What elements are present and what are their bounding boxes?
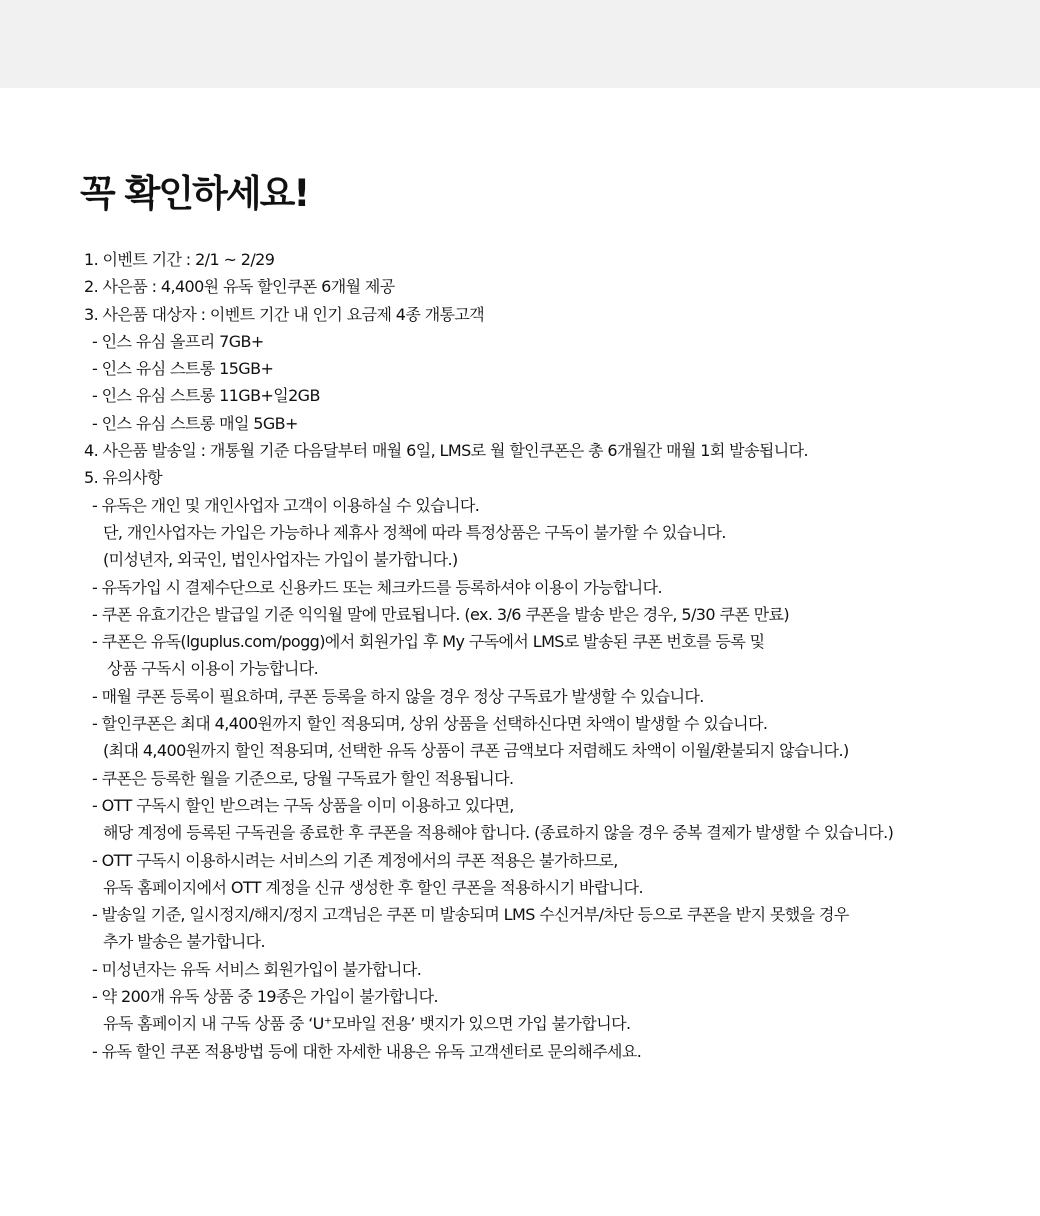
caution-item: - 발송일 기준, 일시정지/해지/정지 고객님은 쿠폰 미 발송되며 LMS 수신거부/차단 등으로 쿠폰을 받지 못했을 경우 bbox=[92, 905, 849, 925]
notice-title: 꼭 확인하세요! bbox=[80, 172, 309, 215]
plan-item: - 인스 유심 스트롱 15GB+ bbox=[92, 359, 274, 379]
caution-item: - 유독가입 시 결제수단으로 신용카드 또는 체크카드를 등록하셔야 이용이 가능합니다. bbox=[92, 577, 662, 597]
caution-item-continued: (최대 4,400원까지 할인 적용되며, 선택한 유독 상품이 쿠폰 금액보다 저렴해도 차액이 이월/환불되지 않습니다.) bbox=[103, 741, 849, 761]
notice-content bbox=[0, 88, 1040, 1216]
notice-item-delivery: 4. 사은품 발송일 : 개통월 기준 다음달부터 매월 6일, LMS로 월 할인쿠폰은 총 6개월간 매월 1회 발송됩니다. bbox=[84, 441, 808, 461]
caution-item-continued: 해당 계정에 등록된 구독권을 종료한 후 쿠폰을 적용해야 합니다. (종료하지 않을 경우 중복 결제가 발생할 수 있습니다.) bbox=[103, 823, 894, 843]
caution-item: - 유독은 개인 및 개인사업자 고객이 이용하실 수 있습니다. bbox=[92, 495, 480, 515]
plan-item: - 인스 유심 올프리 7GB+ bbox=[92, 331, 264, 351]
caution-item-continued: 상품 구독시 이용이 가능합니다. bbox=[107, 659, 319, 679]
plan-item: - 인스 유심 스트롱 11GB+일2GB bbox=[92, 386, 320, 406]
caution-item: - 미성년자는 유독 서비스 회원가입이 불가합니다. bbox=[92, 959, 422, 979]
notice-item-period: 1. 이벤트 기간 : 2/1 ~ 2/29 bbox=[84, 250, 275, 269]
caution-item-continued: 단, 개인사업자는 가입은 가능하나 제휴사 정책에 따라 특정상품은 구독이 불가할 수 있습니다. bbox=[103, 522, 726, 542]
caution-item: - 쿠폰은 등록한 월을 기준으로, 당월 구독료가 할인 적용됩니다. bbox=[92, 768, 514, 788]
caution-item-continued: 유독 홈페이지에서 OTT 계정을 신규 생성한 후 할인 쿠폰을 적용하시기 바랍니다. bbox=[103, 877, 643, 897]
notice-item-caution: 5. 유의사항 bbox=[84, 468, 162, 488]
top-band bbox=[0, 0, 1040, 88]
caution-item-continued: 추가 발송은 불가합니다. bbox=[103, 932, 266, 952]
caution-item: - 약 200개 유독 상품 중 19종은 가입이 불가합니다. bbox=[92, 987, 438, 1007]
caution-item-continued: (미성년자, 외국인, 법인사업자는 가입이 불가합니다.) bbox=[103, 550, 458, 570]
notice-item-gift: 2. 사은품 : 4,400원 유독 할인쿠폰 6개월 제공 bbox=[84, 277, 395, 297]
caution-item-continued: 유독 홈페이지 내 구독 상품 중 ‘U⁺모바일 전용’ 뱃지가 있으면 가입 불가합니다. bbox=[103, 1014, 631, 1034]
caution-item: - 쿠폰은 유독(lguplus.com/pogg)에서 회원가입 후 My 구독에서 LMS로 발송된 쿠폰 번호를 등록 및 bbox=[92, 632, 765, 652]
plan-item: - 인스 유심 스트롱 매일 5GB+ bbox=[92, 413, 298, 433]
caution-item: - OTT 구독시 할인 받으려는 구독 상품을 이미 이용하고 있다면, bbox=[92, 795, 514, 815]
notice-item-target: 3. 사은품 대상자 : 이벤트 기간 내 인기 요금제 4종 개통고객 bbox=[84, 304, 485, 324]
caution-item: - 쿠폰 유효기간은 발급일 기준 익익월 말에 만료됩니다. (ex. 3/6 쿠폰을 발송 받은 경우, 5/30 쿠폰 만료) bbox=[92, 604, 789, 624]
caution-item: - 매월 쿠폰 등록이 필요하며, 쿠폰 등록을 하지 않을 경우 정상 구독료가 발생할 수 있습니다. bbox=[92, 686, 704, 706]
notice-list bbox=[84, 246, 1004, 1065]
caution-item: - 유독 할인 쿠폰 적용방법 등에 대한 자세한 내용은 유독 고객센터로 문의해주세요. bbox=[92, 1041, 642, 1061]
caution-item: - OTT 구독시 이용하시려는 서비스의 기존 계정에서의 쿠폰 적용은 불가하므로, bbox=[92, 850, 618, 870]
caution-item: - 할인쿠폰은 최대 4,400원까지 할인 적용되며, 상위 상품을 선택하신다면 차액이 발생할 수 있습니다. bbox=[92, 714, 768, 734]
